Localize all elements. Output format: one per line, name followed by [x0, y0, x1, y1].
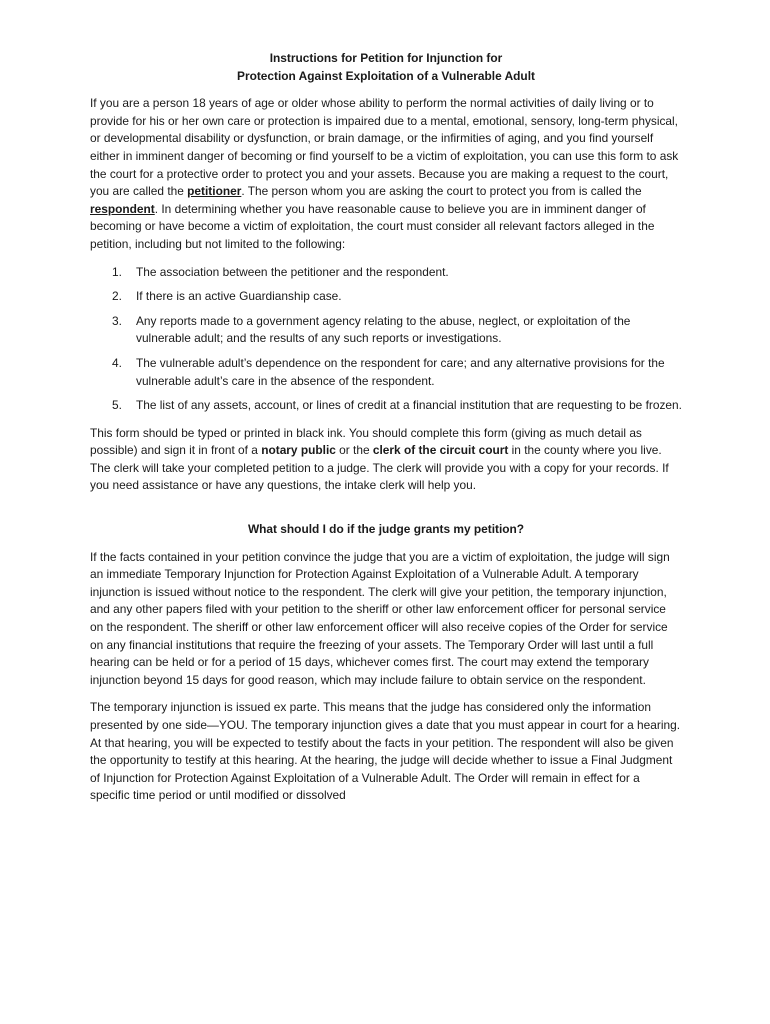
- exparte-paragraph: The temporary injunction is issued ex parte. This means that the judge has considered only the information presented by one side—YOU. The temporary injunction gives a date that you must appear in court for a hearing. At that hearing, you will be expected to testify about the facts in your petition. The respondent will also be given the opportunity to testify at this hearing. At the hearing, the judge will decide whether to issue a Final Judgment of Injunction for Protection Against Exploitation of a Vulnerable Adult. The Order will remain in effect for a specific time period or until modified or dissolved: [90, 700, 681, 803]
- list-number: 5.: [112, 398, 122, 413]
- list-number: 2.: [112, 289, 122, 304]
- list-number: 3.: [112, 313, 122, 328]
- document-title: [90, 50, 682, 85]
- factors-list: [90, 264, 682, 415]
- list-item: [90, 288, 682, 306]
- intro-text-2: . The person whom you are asking the court to protect you from is called the: [241, 184, 642, 199]
- term-respondent: respondent: [90, 201, 155, 216]
- list-number: 4.: [112, 355, 122, 370]
- document-page: [90, 50, 682, 815]
- list-text: If there is an active Guardianship case.: [136, 289, 342, 304]
- title-line-2: Protection Against Exploitation of a Vulnerable Adult: [237, 68, 535, 83]
- list-number: 1.: [112, 264, 122, 279]
- term-clerk-of-court: clerk of the circuit court: [372, 443, 509, 458]
- intro-text-3: . In determining whether you have reasonable cause to believe you are in imminent danger of becoming or have become a victim of exploitation, the court must consider all relevant factors alleged in the petition, including but not limited to the following:: [90, 201, 655, 251]
- list-text: Any reports made to a government agency relating to the abuse, neglect, or exploitation of the vulnerable adult; and the results of any such reports or investigations.: [136, 313, 631, 346]
- list-item: [90, 313, 682, 348]
- list-item: [90, 264, 682, 282]
- form-text-3: in the county where you live. The clerk will take your completed petition to a judge. The clerk will provide you with a copy for your records. If you need assistance or have any questions, the intake clerk will help you.: [90, 443, 669, 493]
- form-text-2: or the: [335, 443, 373, 458]
- list-text: The association between the petitioner and the respondent.: [136, 264, 449, 279]
- section-heading: What should I do if the judge grants my petition?: [247, 522, 525, 537]
- list-text: The list of any assets, account, or lines of credit at a financial institution that are requesting to be frozen.: [136, 398, 682, 413]
- form-text-1: This form should be typed or printed in black ink. You should complete this form (giving as much detail as possible) and sign it in front of a: [90, 425, 642, 458]
- list-item: [90, 355, 682, 390]
- term-petitioner: petitioner: [187, 184, 242, 199]
- form-instructions-paragraph: [90, 425, 682, 495]
- intro-paragraph: [90, 95, 682, 253]
- list-item: [90, 397, 682, 415]
- title-line-1: Instructions for Petition for Injunction for: [269, 51, 503, 65]
- intro-text-1: If you are a person 18 years of age or older whose ability to perform the normal activities of daily living or to provide for his or her own care or protection is impaired due to a mental, emotional, sensory, long-term physical, or developmental disability or dysfunction, or brain damage, or the infirmities of aging, and you find yourself either in imminent danger of becoming or find yourself to be a victim of exploitation, you can use this form to ask the court for a protective order to protect you and your assets. Because you are making a request to the court, you are called the: [90, 96, 679, 199]
- grant-paragraph: If the facts contained in your petition convince the judge that you are a victim of exploitation, the judge will sign an immediate Temporary Injunction for Protection Against Exploitation of a Vulnerable Adult. A temporary injunction is issued without notice to the respondent. The clerk will give your petition, the temporary injunction, and any other papers filed with your petition to the sheriff or other law enforcement officer for personal service on the respondent. The sheriff or other law enforcement officer will also receive copies of the Order for service on any financial institutions that require the freezing of your assets. The Temporary Order will last until a full hearing can be held or for a period of 15 days, whichever comes first. The court may extend the temporary injunction beyond 15 days for good reason, which may include failure to obtain service on the respondent.: [90, 549, 670, 687]
- list-text: The vulnerable adult’s dependence on the respondent for care; and any alternative provisions for the vulnerable adult’s care in the absence of the respondent.: [136, 355, 665, 388]
- term-notary-public: notary public: [261, 443, 336, 458]
